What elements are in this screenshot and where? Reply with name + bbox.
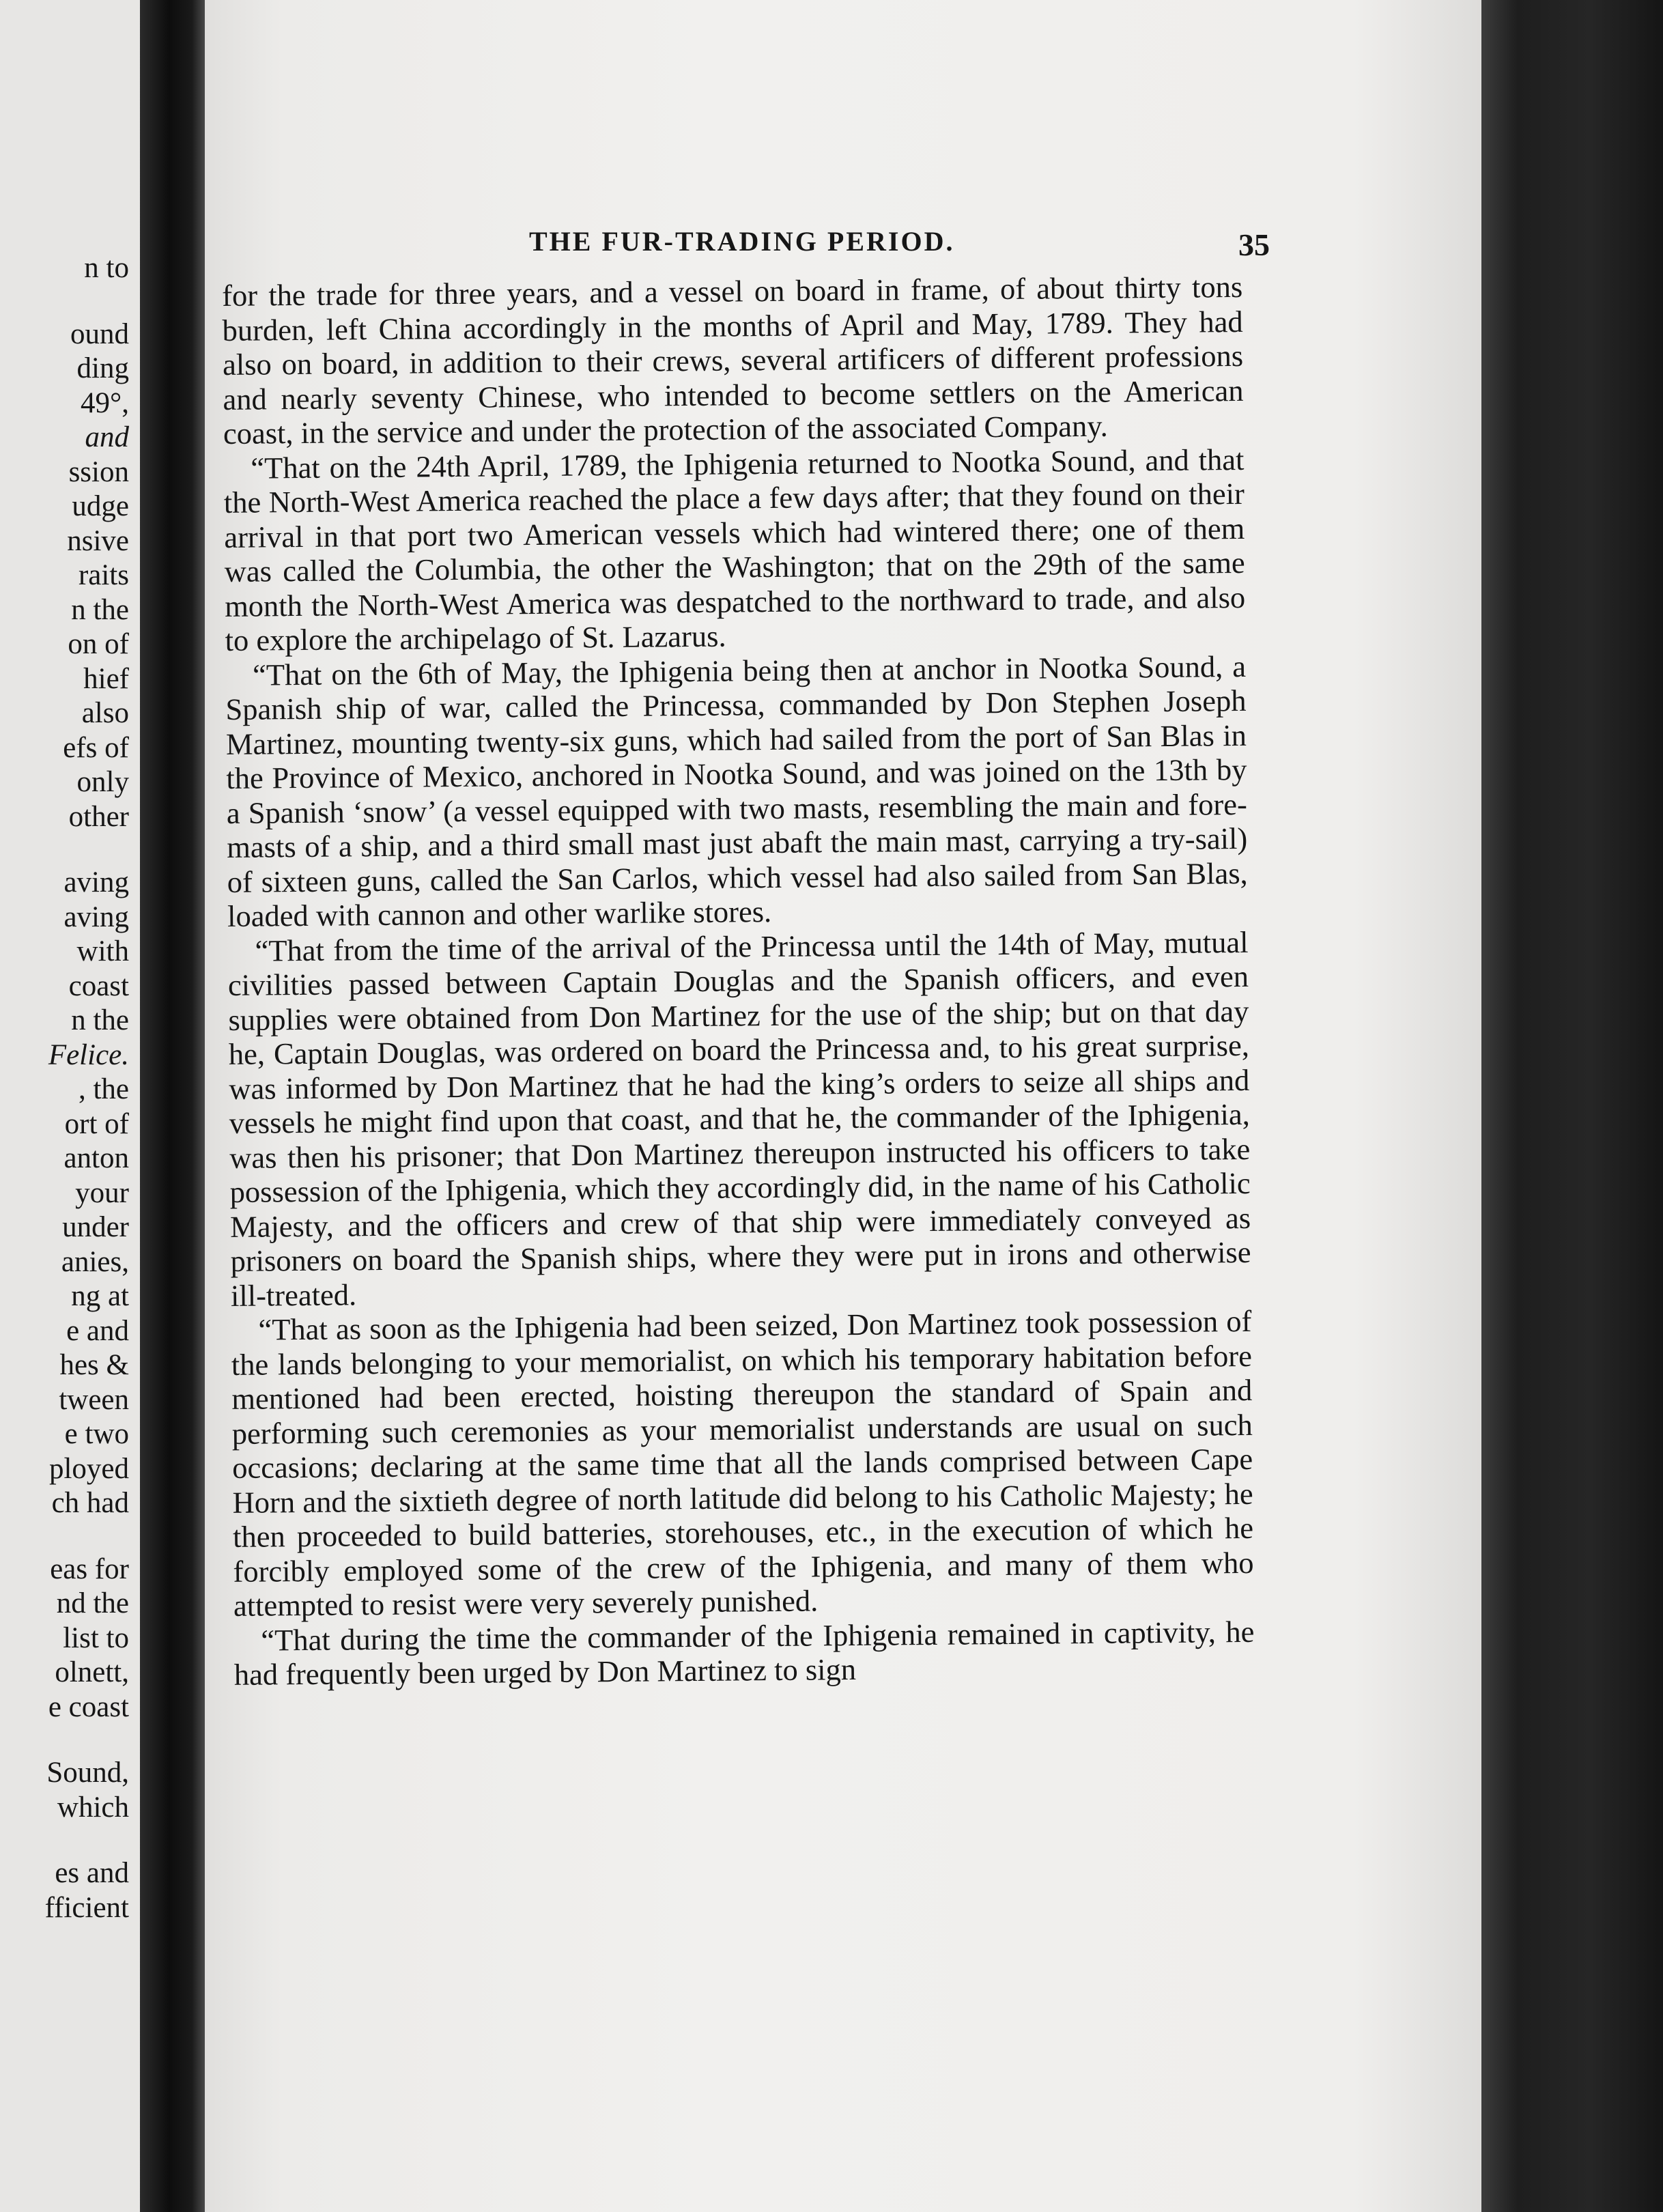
facing-page-line — [45, 286, 129, 317]
facing-page — [0, 0, 140, 2212]
facing-page-line — [45, 1825, 129, 1856]
facing-page-line: with — [76, 935, 129, 967]
paragraph: “That on the 24th April, 1789, the Iphigenia returned to Nootka Sound, and that the North-West America reached the place a few days after; that they found on their arrival in that port two American vessels which had wintered there; one of them was called the Columbia, the other the Washington; that on the 29th of the same month the North-West America was despatched to the northward to trade, and also to explore the archipelago of St. Lazarus. — [223, 442, 1246, 657]
facing-page-line: anton — [63, 1142, 129, 1174]
facing-page-line: hes & — [59, 1349, 129, 1381]
facing-page-line: Sound, — [46, 1757, 129, 1789]
facing-page-line: n the — [71, 1004, 129, 1036]
facing-page-line: n the — [71, 593, 129, 626]
facing-page-line: fficient — [44, 1891, 129, 1924]
facing-page-line: also — [81, 697, 129, 729]
facing-page-line — [45, 1521, 129, 1552]
facing-page-line: ding — [76, 352, 129, 384]
paragraph: “That during the time the commander of the Iphigenia remained in captivity, he had frequently been urged by Don Martinez to sign — [233, 1614, 1255, 1692]
facing-page-line: anies, — [61, 1245, 129, 1278]
facing-page-line: hief — [83, 662, 129, 695]
facing-page-line — [45, 834, 129, 866]
facing-page-line: ssion — [68, 455, 129, 488]
facing-page-line: olnett, — [55, 1656, 129, 1688]
facing-page-line: Felice. — [48, 1038, 129, 1071]
page-header — [328, 225, 1270, 266]
facing-page-line: e two — [64, 1418, 129, 1450]
facing-page-line: e coast — [48, 1690, 129, 1723]
facing-page-line: ort of — [64, 1107, 129, 1140]
page-edge-shadow — [1481, 0, 1663, 2212]
facing-page-line: eas for — [50, 1552, 129, 1585]
facing-page-line: only — [76, 766, 129, 798]
facing-page-line: ng at — [71, 1280, 129, 1312]
facing-page-line: on of — [68, 628, 129, 660]
facing-page-line: tween — [59, 1383, 129, 1416]
facing-page-line: , the — [78, 1073, 129, 1105]
facing-page-line: nsive — [67, 524, 129, 557]
facing-page-line: and — [85, 421, 129, 453]
paragraph: “That from the time of the arrival of the Princessa until the 14th of May, mutual civilities passed between Captain Douglas and the Spanish officers, and even supplies were obtained from Don Martinez for the use of the ship; but on that day he, Captain Douglas, was ordered on board the Princessa and, to his great surprise, was informed by Don Martinez that he had the king’s orders to seize all ships and vessels he might find upon that coast, and that he, the commander of the Iphigenia, was then his prisoner; that Don Martinez thereupon instructed his officers to take possession of the Iphigenia, which they accordingly did, in the name of his Catholic Majesty, and the officers and crew of that ship were immediately conveyed as prisoners on board the Spanish ships, where they were put in irons and otherwise ill-treated. — [227, 924, 1251, 1313]
facing-page-line: your — [75, 1176, 129, 1209]
facing-page-line: aving — [63, 901, 129, 933]
facing-page-line: under — [62, 1211, 129, 1243]
facing-page-line — [45, 1725, 129, 1756]
facing-page-line: list to — [63, 1621, 129, 1654]
facing-page-line: es and — [55, 1857, 129, 1889]
running-head: THE FUR-TRADING PERIOD. — [529, 226, 955, 257]
facing-page-line: which — [57, 1791, 129, 1824]
paragraph: “That on the 6th of May, the Iphigenia being then at anchor in Nootka Sound, a Spanish ship of war, called the Princessa, commanded by Don Stephen Joseph Martinez, mounting twenty-six guns, which had sailed from the port of San Blas in the Province of Mexico, anchored in Nootka Sound, and was joined on the 13th by a Spanish ‘snow’ (a vessel equipped with two masts, resembling the main and fore-masts of a ship, and a third small mast just abaft the main mast, carrying a try-sail) of sixteen guns, called the San Carlos, which vessel had also sailed from San Blas, loaded with cannon and other warlike stores. — [225, 649, 1248, 933]
book-gutter — [140, 0, 205, 2212]
paragraph: “That as soon as the Iphigenia had been seized, Don Martinez took possession of the lands belonging to your memorialist, on which his temporary habitation before mentioned had been erected, hoisting thereupon the standard of Spain and performing such ceremonies as your memorialist understands are usual on such occasions; declaring at the same time that all the lands comprised between Cape Horn and the sixtieth degree of north latitude did belong to his Catholic Majesty; he then proceeded to build batteries, storehouses, etc., in the execution of which he forcibly employed some of the crew of the Iphigenia, and many of them who attempted to resist were very severely punished. — [231, 1303, 1254, 1623]
facing-page-line: raits — [78, 559, 129, 591]
facing-page-text — [45, 251, 129, 1925]
facing-page-line: aving — [63, 866, 129, 898]
facing-page-line: ch had — [51, 1487, 129, 1519]
facing-page-line: efs of — [63, 731, 129, 764]
body-text — [222, 270, 1255, 1692]
facing-page-line: 49°, — [81, 386, 129, 419]
facing-page-line: n to — [84, 252, 129, 284]
facing-page-line: e and — [66, 1314, 129, 1347]
facing-page-line: ployed — [48, 1452, 129, 1485]
facing-page-line: other — [68, 800, 129, 833]
paragraph: for the trade for three years, and a vessel on board in frame, of about thirty tons burden, left China accordingly in the months of April and May, 1789. They had also on board, in addition to their crews, several artificers of different professions and nearly seventy Chinese, who intended to become settlers on the American coast, in the service and under the protection of the associated Company. — [222, 269, 1244, 451]
facing-page-line: udge — [72, 490, 129, 522]
page-number: 35 — [1238, 227, 1270, 262]
facing-page-line: ound — [70, 317, 129, 350]
facing-page-line: nd the — [56, 1587, 129, 1619]
facing-page-line: coast — [68, 969, 129, 1002]
